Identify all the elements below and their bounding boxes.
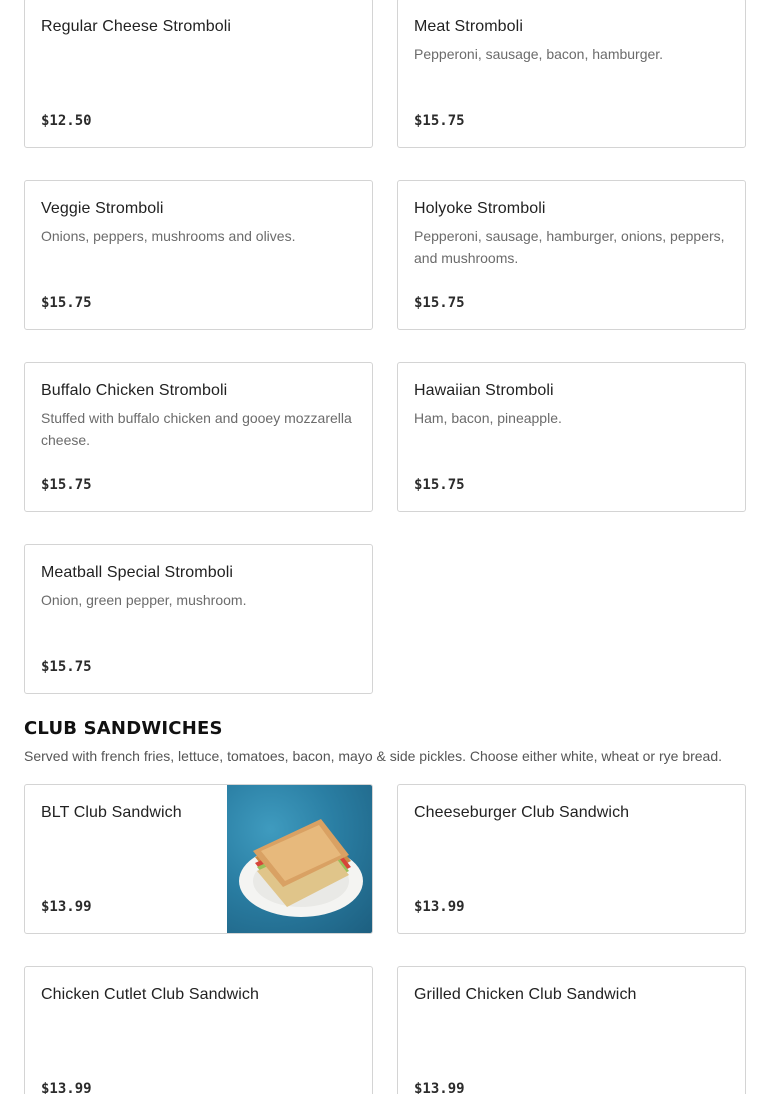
sandwich-illustration bbox=[227, 785, 372, 933]
club-sandwiches-grid bbox=[24, 784, 746, 1094]
item-price: $15.75 bbox=[41, 477, 92, 493]
sandwich-photo bbox=[227, 785, 372, 933]
item-price: $15.75 bbox=[41, 295, 92, 311]
item-name: Buffalo Chicken Stromboli bbox=[41, 382, 228, 399]
item-name: Holyoke Stromboli bbox=[414, 200, 546, 217]
item-description: Pepperoni, sausage, bacon, hamburger. bbox=[414, 46, 664, 62]
section-title: CLUB SANDWICHES bbox=[24, 718, 223, 739]
menu-item-card[interactable] bbox=[397, 180, 746, 330]
item-name: Cheeseburger Club Sandwich bbox=[414, 804, 630, 821]
item-name: Hawaiian Stromboli bbox=[414, 382, 554, 399]
item-name: Regular Cheese Stromboli bbox=[41, 18, 232, 35]
item-price: $13.99 bbox=[414, 1081, 465, 1094]
item-description: Onions, peppers, mushrooms and olives. bbox=[41, 228, 296, 244]
menu-item-card[interactable] bbox=[24, 784, 373, 934]
menu-item-card[interactable] bbox=[397, 784, 746, 934]
item-description: Stuffed with buffalo chicken and gooey mozzarella cheese. bbox=[41, 410, 352, 448]
item-price: $15.75 bbox=[41, 659, 92, 675]
menu-item-card[interactable] bbox=[397, 362, 746, 512]
item-price: $13.99 bbox=[414, 899, 465, 915]
item-name: Chicken Cutlet Club Sandwich bbox=[41, 986, 260, 1003]
menu-item-card[interactable] bbox=[24, 0, 373, 148]
item-price: $13.99 bbox=[41, 1081, 92, 1094]
item-price: $15.75 bbox=[414, 113, 465, 129]
item-description: Pepperoni, sausage, hamburger, onions, peppers, and mushrooms. bbox=[414, 228, 725, 266]
menu-item-card[interactable] bbox=[24, 362, 373, 512]
club-sandwiches-header bbox=[24, 718, 746, 764]
item-name: Meatball Special Stromboli bbox=[41, 564, 234, 581]
item-name: Meat Stromboli bbox=[414, 18, 523, 35]
item-price: $15.75 bbox=[414, 477, 465, 493]
section-description: Served with french fries, lettuce, tomatoes, bacon, mayo & side pickles. Choose either white, wheat or rye bread. bbox=[24, 748, 723, 764]
menu-item-card[interactable] bbox=[24, 544, 373, 694]
menu-item-card[interactable] bbox=[24, 180, 373, 330]
menu-item-card[interactable] bbox=[397, 966, 746, 1094]
item-description: Onion, green pepper, mushroom. bbox=[41, 592, 247, 608]
stromboli-grid bbox=[24, 0, 746, 694]
item-description: Ham, bacon, pineapple. bbox=[414, 410, 562, 426]
item-price: $15.75 bbox=[414, 295, 465, 311]
item-name: Veggie Stromboli bbox=[41, 200, 164, 217]
item-price: $12.50 bbox=[41, 113, 92, 129]
menu-item-card[interactable] bbox=[397, 0, 746, 148]
item-name: BLT Club Sandwich bbox=[41, 804, 182, 821]
item-name: Grilled Chicken Club Sandwich bbox=[414, 986, 637, 1003]
menu-item-card[interactable] bbox=[24, 966, 373, 1094]
item-price: $13.99 bbox=[41, 899, 92, 915]
